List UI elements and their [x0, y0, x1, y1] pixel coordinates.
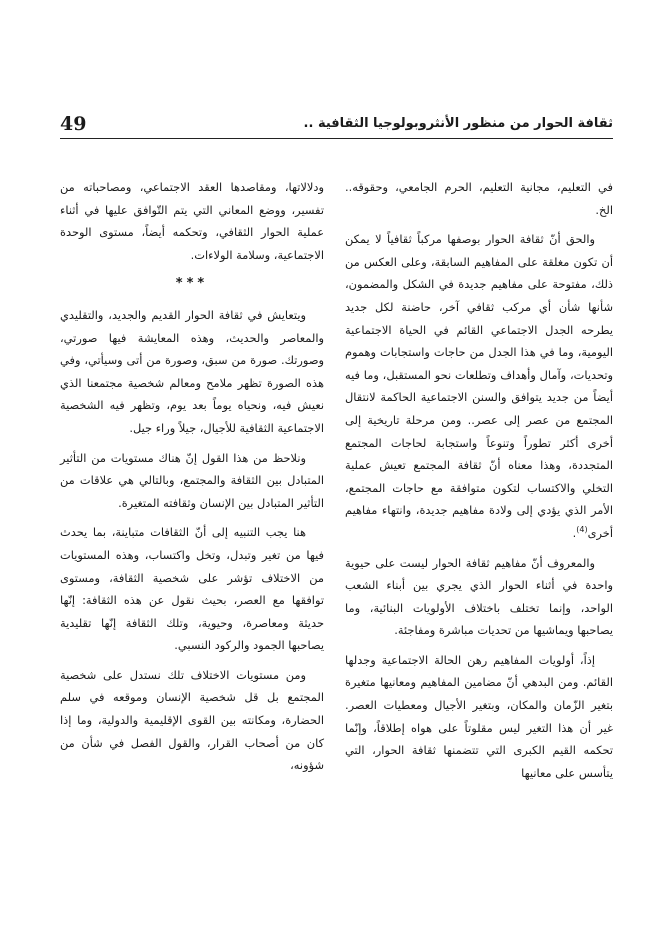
- footnote-marker[interactable]: (4): [576, 525, 588, 535]
- section-separator: ***: [175, 276, 209, 292]
- page-header: [60, 112, 613, 139]
- paragraph: إذاً، أولويات المفاهيم رهن الحالة الاجتماعية وجدلها القائم. ومن البدهي أنّ مضامين المفاهيم ومعانيها متغيرة بتغير الزّمان والمكان، وبتغير الأجيال ومعطيات العصر. غير أن هذا التغير ليس مقلوتاً على هواه إطلاقاً، وإنّما تحكمه القيم الكبرى التي تتضمنها ثقافة الحوار، التي يتأسس على معانيها: [345, 652, 613, 780]
- paragraph-end: .: [572, 525, 577, 540]
- paragraph: هنا يجب التنبيه إلى أنّ الثقافات متباينة، بما يحدث فيها من تغير وتبدل، وتخل واكتساب، وهذه المستويات من الاختلاف تؤشر على شخصية الثقافة، ومستوى توافقها مع العصر، بحيث نقول عن هذه الثقافة: إنّها حديثة ومعاصرة، وحيوية، وتلك الثقافة إنّها تقليدية يصاحبها الجمود والركود النسبي.: [60, 525, 324, 653]
- text-column-right: [345, 176, 613, 791]
- paragraph: ونلاحظ من هذا القول إنّ هناك مستويات من التأثير المتبادل بين الثقافة والمجتمع، وبالتالي هي علاقات من التأثير المتبادل بين الإنسان وثقافته المتغيرة.: [60, 450, 324, 510]
- paragraph-text: والحق أنّ ثقافة الحوار بوصفها مركباً ثقافياً لا يمكن أن تكون مغلقة على المفاهيم السابقة، وعلى العكس من ذلك، مفتوحة على مفاهيم جديدة في الشكل والمضمون، شأنها شأن أي مركب ثقافي آخر، حاضنة لكل جديد يطرحه الجدل الاجتماعي القائم في الحياة الاجتماعية اليومية، وما في هذا الجدل من حاجات واستجابات وهموم وتحديات، وآمال وأهداف وتطلعات نحو المستقبل، وما فيه أيضاً من جديد يتوافق والسنن الاجتماعية الحاكمة لانتقال المجتمع من عصر إلى عصر.. ومن مرحلة تاريخية إلى أخرى أكثر تطوراً وتنوعاً واستجابة لحاجات المجتمع المتجددة، وهذا معناه أنّ ثقافة المجتمع تعيش عملية التخلي والاكتساب لتكون متوافقة مع حاجات المجتمع، الأمر الذي يؤدي إلى ولادة مفاهيم جديدة، وانتهاء مفاهيم أخرى: [345, 232, 613, 540]
- paragraph: [345, 228, 613, 544]
- paragraph: في التعليم، مجانية التعليم، الحرم الجامعي، وحقوقه.. الخ.: [345, 180, 613, 217]
- paragraph: ويتعايش في ثقافة الحوار القديم والجديد، والتقليدي والمعاصر والحديث، وهذه المعايشة فيها صورتي، وصورتك. صورة من سبق، وصورة من أتى وسيأتي، وفي هذه الصورة تظهر ملامح ومعالم شخصية مجتمعنا الذي نعيش فيه، ونحياه يوماً بعد يوم، وتظهر فيه الشخصية الاجتماعية الثقافية للأجيال، جيلاً وراء جيل.: [60, 307, 324, 435]
- paragraph: ودلالاتها، ومقاصدها العقد الاجتماعي، ومصاحباته من تفسير، ووضع المعاني التي يتم التّوافق عليها في أثناء عملية الحوار الثقافي، وتحكمه أيضاً، مستوى الوحدة الاجتماعية، وسلامة الولاءات.: [60, 180, 324, 262]
- paragraph: ومن مستويات الاختلاف تلك نستدل على شخصية المجتمع بل قل شخصية الإنسان وموقعه في سلم الحضارة، ومكانته بين القوى الإقليمية والدولية، وما إذا كان من أصحاب القرار، والقول الفصل في شأن من شؤونه،: [60, 667, 324, 773]
- running-title: ثقافة الحوار من منظور الأنثروبولوجيا الثقافية ..: [303, 116, 613, 131]
- text-column-left: [60, 176, 324, 784]
- paragraph: والمعروف أنّ مفاهيم ثقافة الحوار ليست على حيوية واحدة في أثناء الحوار الذي يجري بين أبناء الشعب الواحد، وإنما تختلف باختلاف الأولويات البنائية، وما يصاحبها ويماشيها من تحديات مباشرة ومفاجئة.: [345, 555, 613, 638]
- page-number: 49: [60, 113, 87, 135]
